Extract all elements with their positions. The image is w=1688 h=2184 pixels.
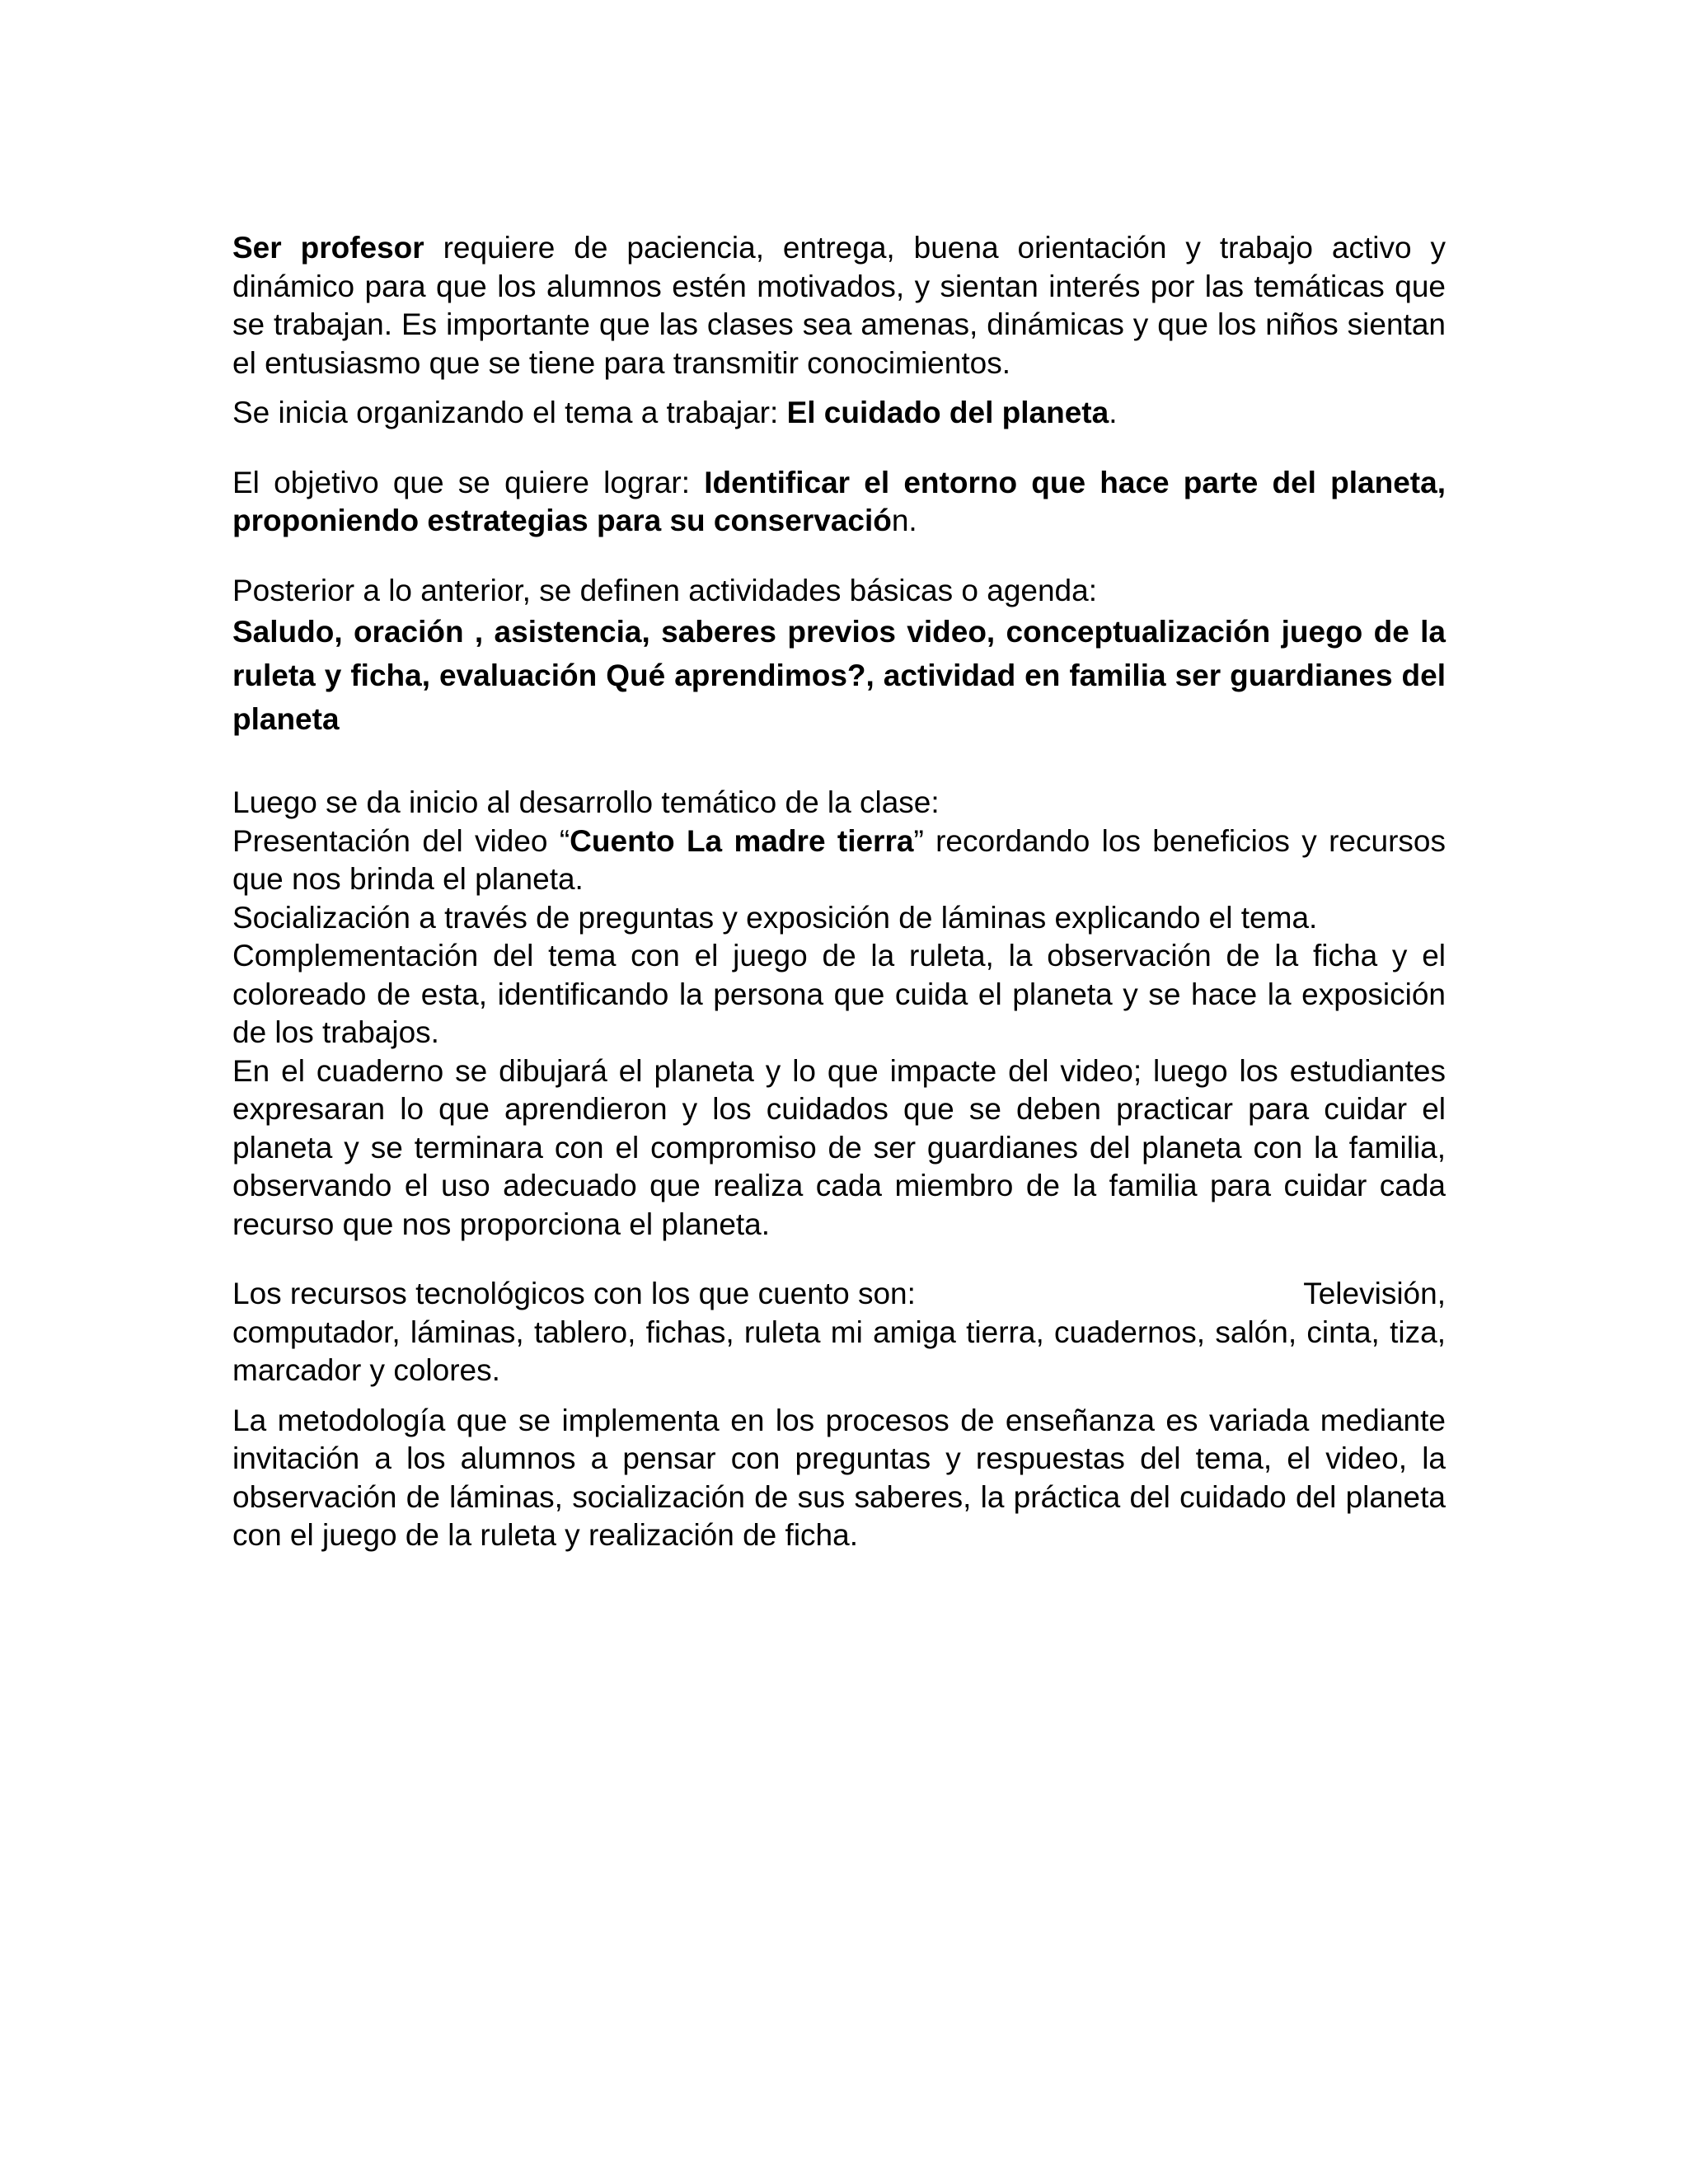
intro-paragraph — [232, 229, 1446, 382]
intro-text: requiere de paciencia, entrega, buena orientación y trabajo activo y dinámico para que los alumnos estén motivados, y sientan interés por las temáticas que se trabajan. Es importante que las clases sea amenas, dinámicas y que los niños sientan el entusiasmo que se tiene para transmitir conocimientos. — [232, 231, 1446, 380]
socialization-paragraph: Socialización a través de preguntas y exposición de láminas explicando el tema. — [232, 900, 1318, 935]
objective-prefix: El objetivo que se quiere lograr: — [232, 465, 705, 499]
objective-paragraph — [232, 464, 1446, 541]
resources-paragraph — [232, 1275, 1446, 1390]
document-body — [232, 229, 1446, 1555]
topic-title: El cuidado del planeta — [786, 396, 1109, 429]
topic-paragraph — [232, 394, 1446, 433]
notebook-paragraph: En el cuaderno se dibujará el planeta y lo que impacte del video; luego los estudiantes expresaran lo que aprendieron y los cuidados que se deben practicar para cuidar el planeta y se terminara con el compromiso de ser guardianes del planeta con la familia, observando el uso adecuado que realiza cada miembro de la familia para cuidar cada recurso que nos proporciona el planeta. — [232, 1053, 1446, 1241]
methodology-paragraph: La metodología que se implementa en los procesos de enseñanza es variada mediante invitación a los alumnos a pensar con preguntas y respuestas del tema, el video, la observación de láminas, socialización de sus saberes, la práctica del cuidado del planeta con el juego de la ruleta y realización de ficha. — [232, 1403, 1446, 1552]
development-intro: Luego se da inicio al desarrollo temático de la clase: — [232, 785, 940, 819]
topic-prefix: Se inicia organizando el tema a trabajar: — [232, 396, 787, 429]
intro-bold: Ser profesor — [232, 231, 424, 265]
video-prefix: Presentación del video “ — [232, 823, 570, 858]
video-suffix: ” recordando los beneficios y recursos que nos brinda el planeta. — [232, 823, 1446, 896]
objective-suffix: n. — [891, 504, 917, 537]
agenda-intro: Posterior a lo anterior, se definen actividades básicas o agenda: — [232, 573, 1097, 607]
video-paragraph — [232, 823, 1446, 899]
agenda-items: Saludo, oración , asistencia, saberes previos video, conceptualización juego de la ruleta y ficha, evaluación Qué aprendimos?, actividad en familia ser guardianes del planeta — [232, 615, 1446, 736]
complement-paragraph: Complementación del tema con el juego de la ruleta, la observación de la ficha y el coloreado de esta, identificando la persona que cuida el planeta y se hace la exposición de los trabajos. — [232, 939, 1446, 1049]
resources-first-line — [232, 1275, 1446, 1314]
resources-first-item: Televisión, — [1303, 1277, 1446, 1310]
topic-suffix: . — [1109, 396, 1118, 429]
objective-text: Identificar el entorno que hace parte del planeta, proponiendo estrategias para su conservació — [232, 465, 1446, 537]
resources-label: Los recursos tecnológicos con los que cuento son: — [232, 1277, 916, 1310]
resources-list: computador, láminas, tablero, fichas, ruleta mi amiga tierra, cuadernos, salón, cinta, tiza, marcador y colores. — [232, 1315, 1446, 1387]
agenda-list — [232, 610, 1446, 741]
video-title: Cuento La madre tierra — [570, 823, 914, 858]
